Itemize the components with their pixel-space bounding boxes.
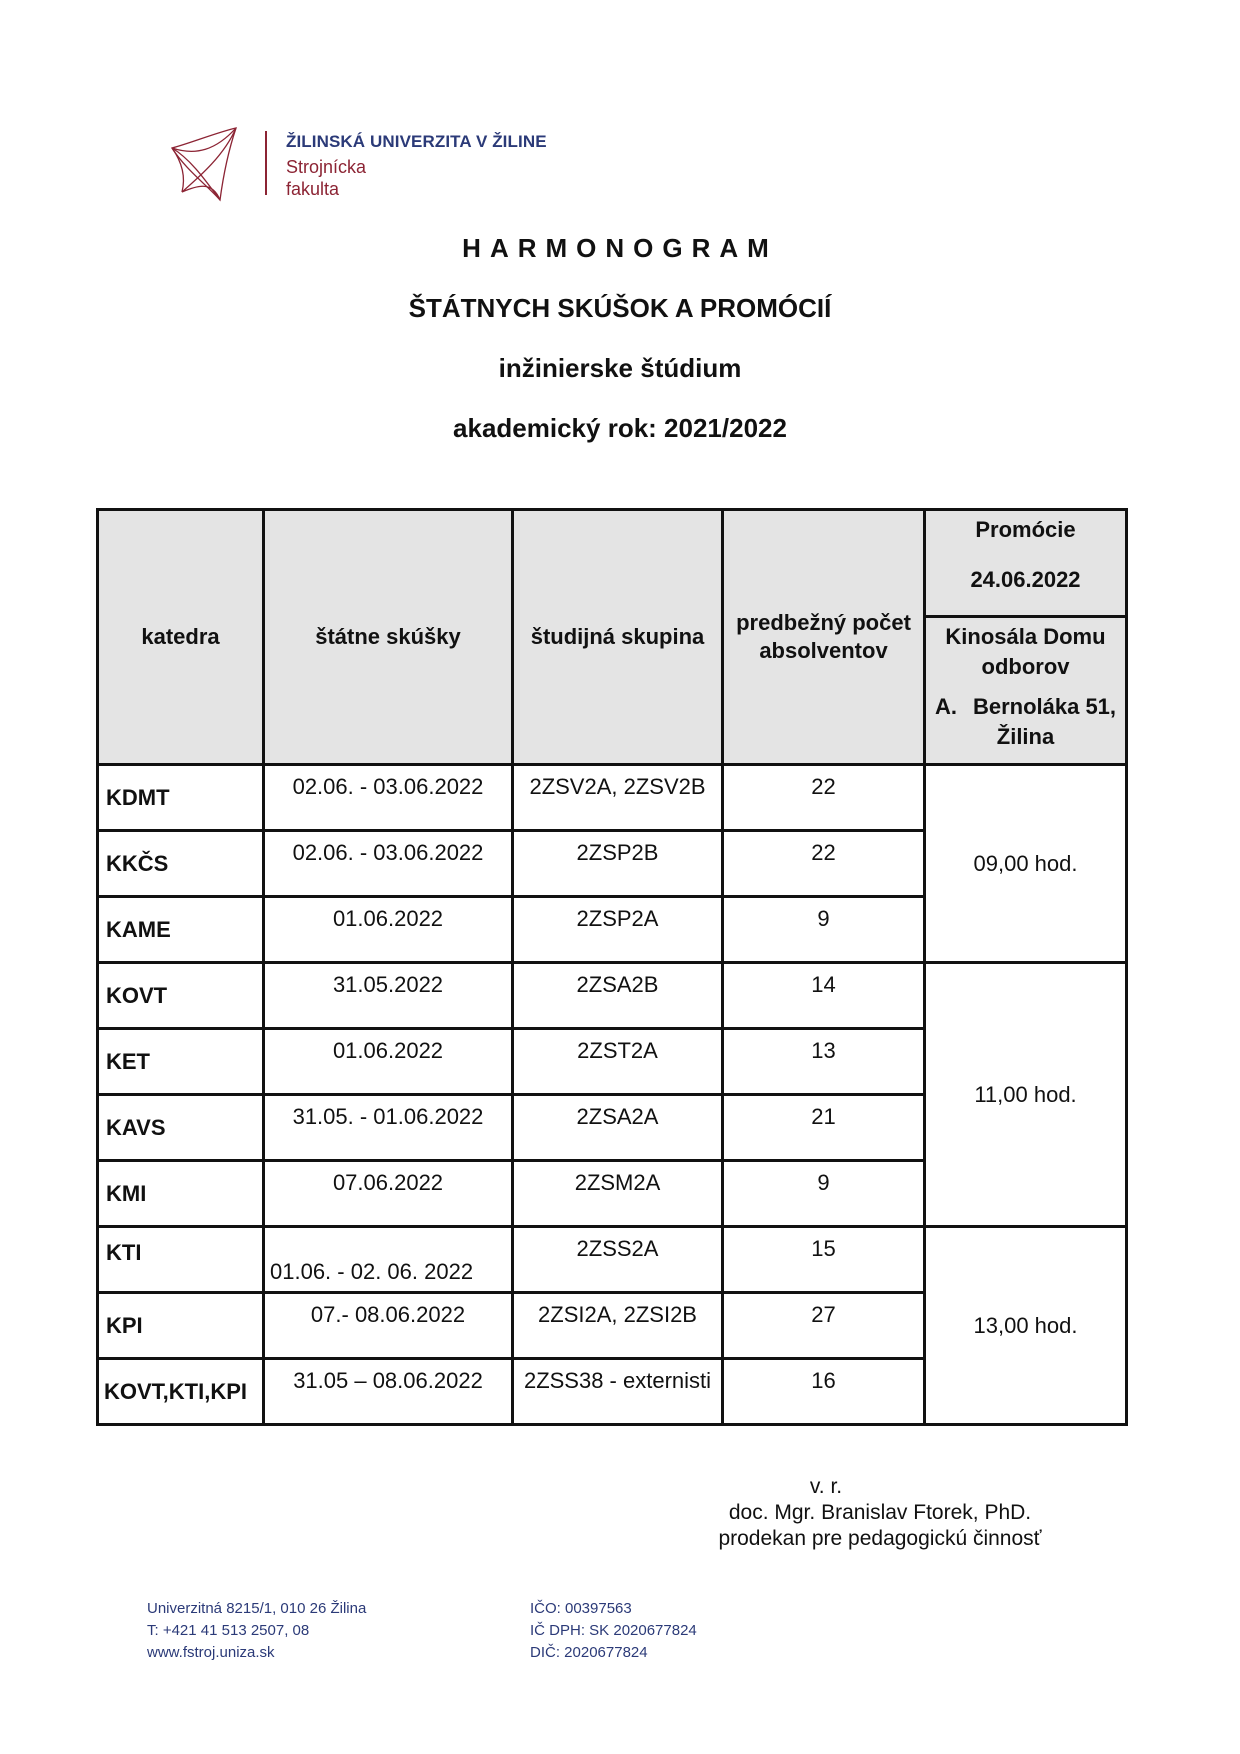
footer-dic: DIČ: 2020677824 xyxy=(530,1644,648,1661)
logo-faculty-line2: fakulta xyxy=(286,179,340,199)
cell-count: 15 xyxy=(723,1227,925,1293)
cell-exam-dates: 01.06.2022 xyxy=(264,897,513,963)
venue-name: Kinosála Domu odborov xyxy=(945,624,1106,679)
cell-count: 13 xyxy=(723,1029,925,1095)
footer-ids xyxy=(530,1598,697,1664)
page-subtitle: ŠTÁTNYCH SKÚŠOK A PROMÓCIÍ xyxy=(408,293,832,323)
cell-exam-dates: 31.05 – 08.06.2022 xyxy=(264,1359,513,1425)
cell-exam-dates: 02.06. - 03.06.2022 xyxy=(264,765,513,831)
cell-katedra: KOVT,KTI,KPI xyxy=(98,1359,264,1425)
cell-study-group: 2ZSS38 - externisti xyxy=(513,1359,723,1425)
venue-address-street: Bernoláka 51, Žilina xyxy=(972,694,1117,749)
graduation-date: 24.06.2022 xyxy=(970,567,1081,592)
study-type: inžinierske štúdium xyxy=(498,353,742,383)
logo-divider xyxy=(265,131,267,195)
cell-katedra: KDMT xyxy=(98,765,264,831)
cell-study-group: 2ZSM2A xyxy=(513,1161,723,1227)
cell-study-group: 2ZSV2A, 2ZSV2B xyxy=(513,765,723,831)
header-state-exams: štátne skúšky xyxy=(264,510,513,765)
footer-contact xyxy=(147,1598,366,1664)
cell-time: 13,00 hod. xyxy=(925,1227,1127,1425)
table-row xyxy=(98,963,1127,1029)
header-graduation xyxy=(925,510,1127,617)
footer-address: Univerzitná 8215/1, 010 26 Žilina xyxy=(147,1600,367,1617)
cell-katedra: KTI xyxy=(98,1227,264,1293)
cell-katedra: KET xyxy=(98,1029,264,1095)
cell-time: 11,00 hod. xyxy=(925,963,1127,1227)
header-study-group: študijná skupina xyxy=(513,510,723,765)
cell-study-group: 2ZSA2A xyxy=(513,1095,723,1161)
cell-count: 16 xyxy=(723,1359,925,1425)
cell-count: 27 xyxy=(723,1293,925,1359)
cell-exam-dates: 01.06. - 02. 06. 2022 xyxy=(264,1227,513,1293)
logo-university-name: ŽILINSKÁ UNIVERZITA V ŽILINE xyxy=(286,132,547,151)
cell-exam-dates: 07.06.2022 xyxy=(264,1161,513,1227)
venue-address xyxy=(926,692,1125,752)
signature-role: prodekan pre pedagogickú činnosť xyxy=(718,1527,1042,1550)
cell-count: 14 xyxy=(723,963,925,1029)
venue-address-prefix: A. xyxy=(934,694,957,719)
footer-ico: IČO: 00397563 xyxy=(530,1600,632,1617)
cell-count: 9 xyxy=(723,1161,925,1227)
cell-study-group: 2ZSP2A xyxy=(513,897,723,963)
cell-time: 09,00 hod. xyxy=(925,765,1127,963)
cell-katedra: KAME xyxy=(98,897,264,963)
cell-katedra: KPI xyxy=(98,1293,264,1359)
cell-exam-dates: 31.05. - 01.06.2022 xyxy=(264,1095,513,1161)
header-graduate-count: predbežný počet absolventov xyxy=(723,510,925,765)
page-title: HARMONOGRAM xyxy=(462,233,778,263)
footer-web-link[interactable]: www.fstroj.uniza.sk xyxy=(147,1644,275,1661)
cell-katedra: KOVT xyxy=(98,963,264,1029)
cell-count: 22 xyxy=(723,765,925,831)
signature-vr: v. r. xyxy=(809,1475,843,1498)
table-row xyxy=(98,765,1127,831)
schedule-table xyxy=(96,508,1128,1426)
footer-ic-dph: IČ DPH: SK 2020677824 xyxy=(530,1622,697,1639)
graduation-label: Promócie xyxy=(975,517,1076,542)
cell-count: 22 xyxy=(723,831,925,897)
table-row xyxy=(98,1227,1127,1293)
uniza-star-logo-icon xyxy=(168,126,244,202)
cell-study-group: 2ZST2A xyxy=(513,1029,723,1095)
cell-study-group: 2ZSI2A, 2ZSI2B xyxy=(513,1293,723,1359)
cell-count: 9 xyxy=(723,897,925,963)
cell-katedra: KAVS xyxy=(98,1095,264,1161)
cell-exam-dates: 07.- 08.06.2022 xyxy=(264,1293,513,1359)
logo-faculty-line1: Strojnícka xyxy=(286,157,367,177)
cell-katedra: KKČS xyxy=(98,831,264,897)
cell-exam-dates: 31.05.2022 xyxy=(264,963,513,1029)
header-venue xyxy=(925,617,1127,765)
header-katedra: katedra xyxy=(98,510,264,765)
cell-exam-dates: 01.06.2022 xyxy=(264,1029,513,1095)
logo-text xyxy=(286,132,547,200)
cell-study-group: 2ZSA2B xyxy=(513,963,723,1029)
cell-study-group: 2ZSS2A xyxy=(513,1227,723,1293)
cell-katedra: KMI xyxy=(98,1161,264,1227)
signature-name: doc. Mgr. Branislav Ftorek, PhD. xyxy=(728,1501,1032,1524)
footer-phone: T: +421 41 513 2507, 08 xyxy=(147,1622,310,1639)
academic-year: akademický rok: 2021/2022 xyxy=(453,413,787,443)
university-logo xyxy=(168,124,588,204)
cell-study-group: 2ZSP2B xyxy=(513,831,723,897)
cell-exam-dates: 02.06. - 03.06.2022 xyxy=(264,831,513,897)
cell-count: 21 xyxy=(723,1095,925,1161)
